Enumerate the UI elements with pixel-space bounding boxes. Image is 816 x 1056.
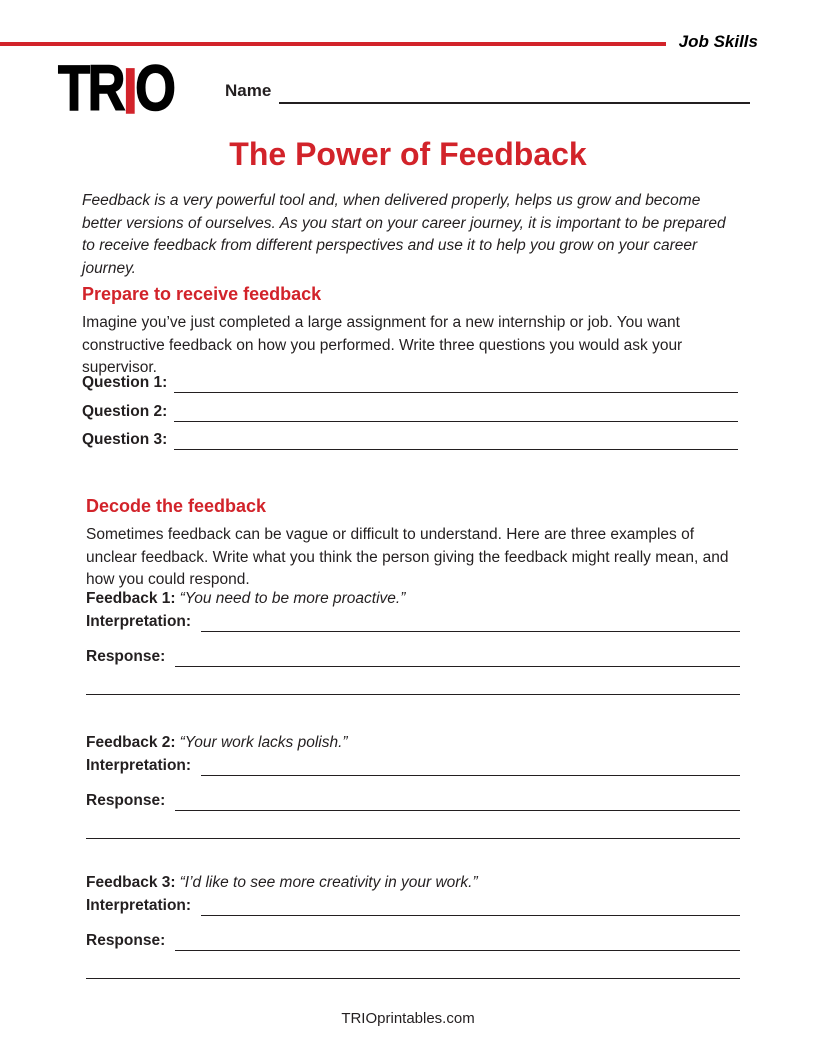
feedback-block-3 [86,874,740,986]
question-1-row [82,373,738,393]
feedback-3-line [86,874,740,892]
interpretation-write-line [201,756,740,776]
response-write-line [175,791,740,811]
response-write-line [175,931,740,951]
interpretation-label: Interpretation: [86,613,192,630]
interpretation-label: Interpretation: [86,757,192,774]
name-field [225,78,750,104]
feedback-3-quote: “I’d like to see more creativity in your work.” [179,874,478,891]
name-label: Name [225,81,272,100]
feedback-2-line [86,734,740,752]
response-label: Response: [86,648,166,665]
response-label: Response: [86,792,166,809]
response-row [86,647,740,667]
name-write-line [279,78,750,104]
feedback-1-line [86,590,740,608]
prepare-section-heading: Prepare to receive feedback [82,284,322,304]
category-label: Job Skills [678,32,758,51]
question-2-label: Question 2: [82,403,168,420]
feedback-1-quote: “You need to be more proactive.” [179,590,406,607]
response-label: Response: [86,932,166,949]
interpretation-write-line [201,896,740,916]
footer-site-url: TRIOprintables.com [341,1010,475,1027]
question-3-row [82,430,738,450]
interpretation-row [86,756,740,776]
logo-part-tr: TR [58,52,124,124]
logo-part-i: I [123,55,136,127]
question-3-write-line [174,430,738,450]
question-1-write-line [174,373,738,393]
interpretation-row [86,612,740,632]
feedback-1-label: Feedback 1: [86,590,176,607]
response-row [86,931,740,951]
prepare-section-body: Imagine you’ve just completed a large assignment for a new internship or job. You want constructive feedback on how you performed. Write three questions you would ask your supervisor. [82,314,683,376]
response-extra-write-line [86,978,740,979]
feedback-3-label: Feedback 3: [86,874,176,891]
header-rule [0,42,666,46]
feedback-2-quote: “Your work lacks polish.” [179,734,348,751]
response-extra-write-line [86,694,740,695]
response-extra-write-line [86,838,740,839]
question-2-row [82,402,738,422]
question-2-write-line [174,402,738,422]
response-write-line [175,647,740,667]
feedback-block-1 [86,590,740,702]
logo-part-o: O [135,52,174,124]
feedback-block-2 [86,734,740,846]
trio-logo [58,52,174,127]
question-1-label: Question 1: [82,374,168,391]
feedback-2-label: Feedback 2: [86,734,176,751]
response-row [86,791,740,811]
decode-section-body: Sometimes feedback can be vague or difficult to understand. Here are three examples of unclear feedback. Write what you think the person giving the feedback might really mean, and how you could respond. [86,526,729,588]
question-3-label: Question 3: [82,431,168,448]
intro-paragraph: Feedback is a very powerful tool and, when delivered properly, helps us grow and become better versions of ourselves. As you start on your career journey, it is important to be prepared to receive feedback from different perspectives and use it to help you grow on your career journey. [82,192,726,277]
interpretation-label: Interpretation: [86,897,192,914]
decode-section-heading: Decode the feedback [86,496,267,516]
interpretation-row [86,896,740,916]
page-title: The Power of Feedback [229,136,587,172]
interpretation-write-line [201,612,740,632]
